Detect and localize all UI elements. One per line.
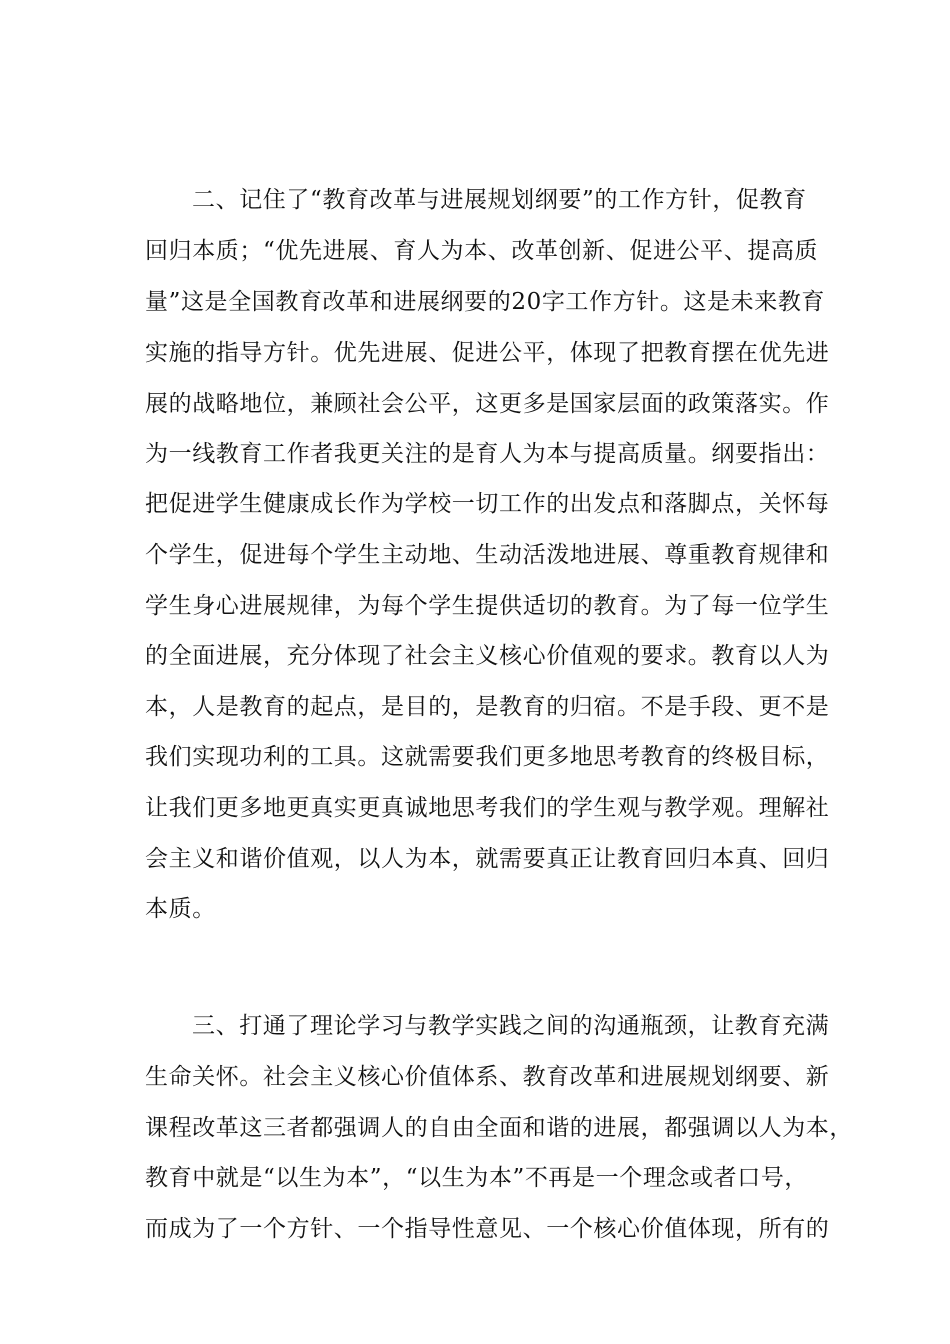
paragraph-2-line-3: 量”这是全国教育改革和进展纲要的20字工作方针。这是未来教育	[145, 289, 826, 315]
paragraph-2-line-1: 二、记住了“教育改革与进展规划纲要”的工作方针，促教育	[192, 187, 807, 213]
paragraph-2-line-7: 把促进学生健康成长作为学校一切工作的出发点和落脚点，关怀每	[145, 491, 830, 517]
paragraph-2-line-12: 我们实现功利的工具。这就需要我们更多地思考教育的终极目标，	[145, 744, 830, 770]
paragraph-2-line-14: 会主义和谐价值观，以人为本，就需要真正让教育回归本真、回归	[145, 846, 830, 872]
paragraph-2-line-5: 展的战略地位，兼顾社会公平，这更多是国家层面的政策落实。作	[145, 391, 830, 417]
paragraph-3-line-5: 而成为了一个方针、一个指导性意见、一个核心价值体现，所有的	[145, 1216, 830, 1242]
paragraph-2-line-15: 本质。	[145, 896, 216, 922]
paragraph-2-line-6: 为一线教育工作者我更关注的是育人为本与提高质量。纲要指出：	[145, 441, 830, 467]
paragraph-2-line-10: 的全面进展，充分体现了社会主义核心价值观的要求。教育以人为	[145, 643, 830, 669]
paragraph-2-line-8: 个学生，促进每个学生主动地、生动活泼地进展、尊重教育规律和	[145, 542, 830, 568]
paragraph-2-line-11: 本，人是教育的起点，是目的，是教育的归宿。不是手段、更不是	[145, 694, 830, 720]
paragraph-2-line-4: 实施的指导方针。优先进展、促进公平，体现了把教育摆在优先进	[145, 340, 830, 366]
paragraph-2-line-2: 回归本质；“优先进展、育人为本、改革创新、促进公平、提高质	[145, 238, 819, 264]
paragraph-2-line-9: 学生身心进展规律，为每个学生提供适切的教育。为了每一位学生	[145, 593, 830, 619]
paragraph-3-line-3: 课程改革这三者都强调人的自由全面和谐的进展，都强调以人为本，	[145, 1115, 853, 1141]
paragraph-3-line-2: 生命关怀。社会主义核心价值体系、教育改革和进展规划纲要、新	[145, 1064, 830, 1090]
paragraph-2-line-13: 让我们更多地更真实更真诚地思考我们的学生观与教学观。理解社	[145, 795, 830, 821]
paragraph-3-line-4: 教育中就是“以生为本”，“以生为本”不再是一个理念或者口号，	[145, 1165, 809, 1191]
paragraph-3-line-1: 三、打通了理论学习与教学实践之间的沟通瓶颈，让教育充满	[192, 1013, 830, 1039]
